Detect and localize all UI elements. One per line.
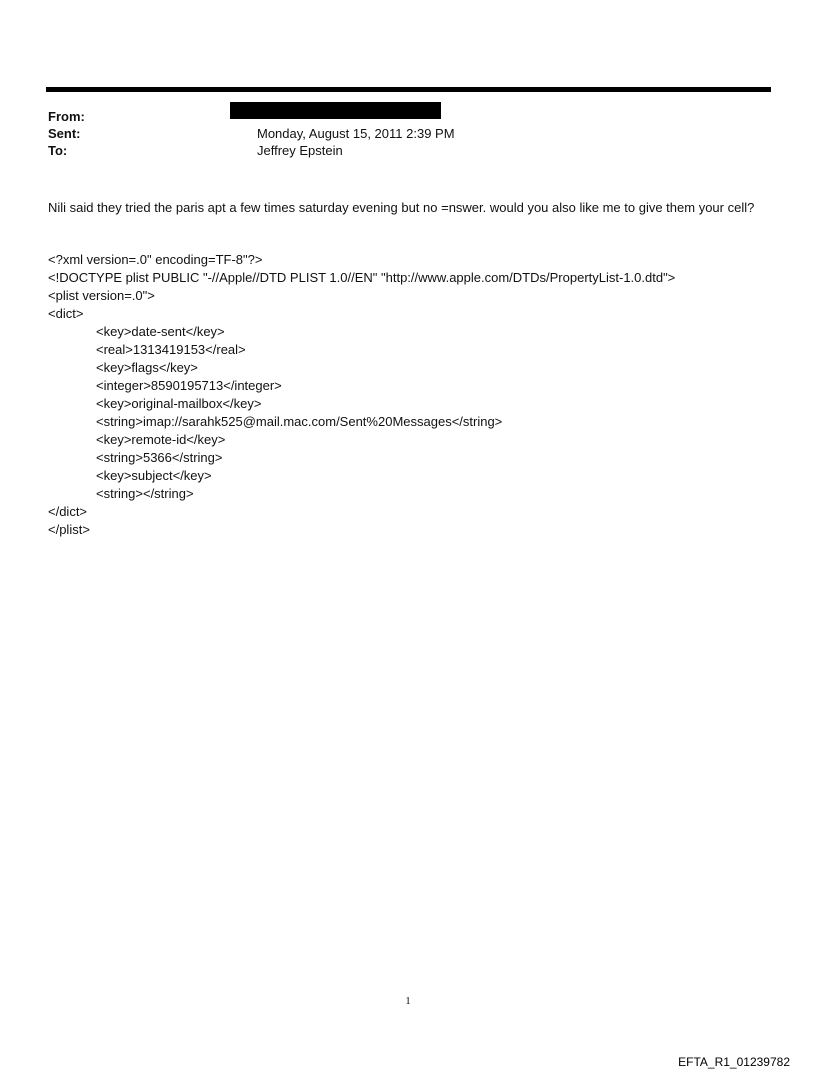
plist-line: <?xml version=.0" encoding=TF-8"?> [48,252,263,267]
from-row [48,108,768,125]
email-body [48,199,760,217]
plist-line: <dict> [48,306,84,321]
plist-line: </plist> [48,522,90,537]
to-label: To: [48,143,68,158]
plist-line: <key>remote-id</key> [96,432,226,447]
sent-row [48,125,768,142]
redaction-box [230,102,441,119]
email-header [48,108,768,159]
plist-line: <string></string> [96,486,194,501]
plist-line: <integer>8590195713</integer> [96,378,282,393]
plist-line: <key>date-sent</key> [96,324,225,339]
plist-line: <key>flags</key> [96,360,198,375]
plist-block [48,251,760,539]
plist-line: <string>imap://sarahk525@mail.mac.com/Sent%20Messages</string> [96,414,503,429]
plist-line: <key>subject</key> [96,468,212,483]
plist-line: </dict> [48,504,88,519]
plist-line: <plist version=.0"> [48,288,155,303]
plist-line: <real>1313419153</real> [96,342,246,357]
sent-label: Sent: [48,126,81,141]
header-rule [46,87,771,92]
to-row [48,142,768,159]
plist-line: <!DOCTYPE plist PUBLIC "-//Apple//DTD PLIST 1.0//EN" "http://www.apple.com/DTDs/PropertyList-1.0.dtd"> [48,270,676,285]
plist-line: <key>original-mailbox</key> [96,396,262,411]
page-number: 1 [405,995,411,1007]
sent-value: Monday, August 15, 2011 2:39 PM [257,126,455,141]
from-label: From: [48,109,85,124]
plist-line: <string>5366</string> [96,450,223,465]
message-text: Nili said they tried the paris apt a few times saturday evening but no =nswer. would you also like me to give them your cell? [48,200,755,215]
to-value: Jeffrey Epstein [257,143,343,158]
document-id: EFTA_R1_01239782 [678,1055,790,1069]
